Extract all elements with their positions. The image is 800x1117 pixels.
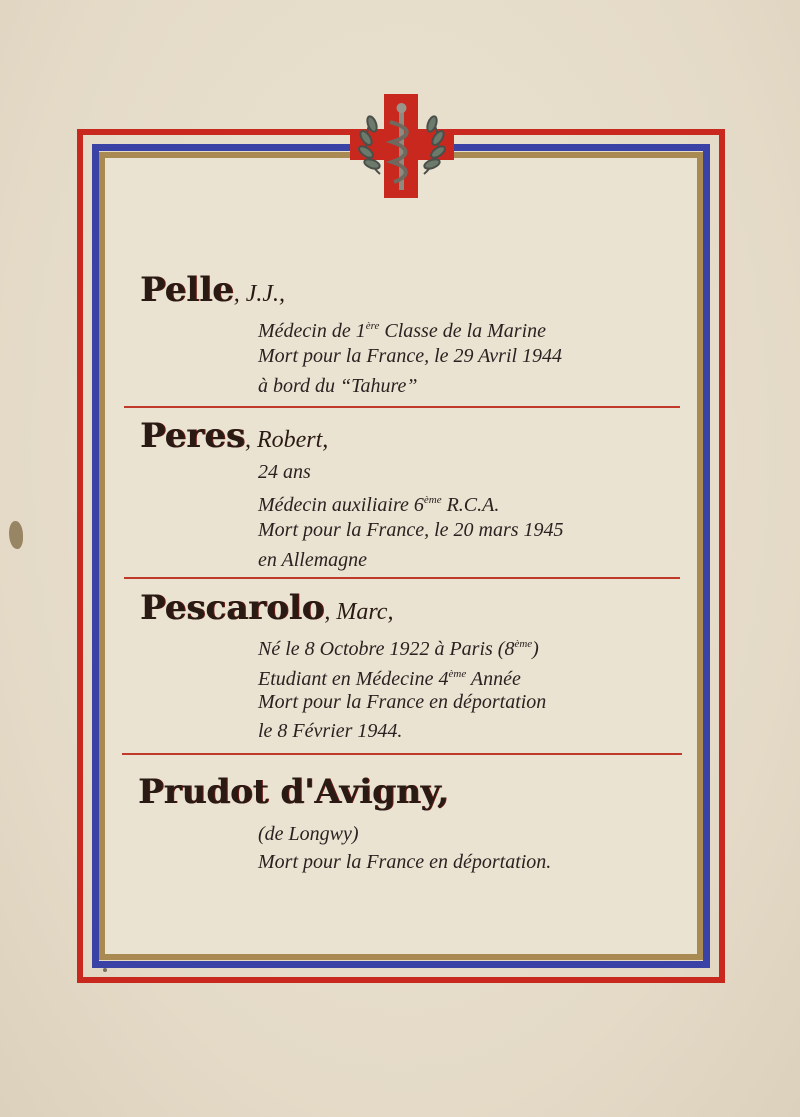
entry-given-name: , J.J., [233,281,286,307]
entry-detail-line: Médecin auxiliaire 6ème R.C.A. [258,494,500,516]
entry-given-name: , Robert, [244,427,329,453]
entry-detail-line: le 8 Février 1944. [258,720,403,742]
entry-detail-line: à bord du “Tahure” [258,375,418,397]
entry-detail-line: Etudiant en Médecine 4ème Année [258,668,521,690]
entry-detail-line: Médecin de 1ère Classe de la Marine [258,320,547,342]
entry-divider [124,577,680,579]
entry-given-name: , Marc, [324,599,394,625]
entry-divider [124,406,680,408]
paper-stain [9,521,23,549]
entry-detail-line: Mort pour la France, le 29 Avril 1944 [258,345,563,367]
entry-detail-line: Mort pour la France, le 20 mars 1945 [258,519,564,541]
entry-detail-line: Né le 8 Octobre 1922 à Paris (8ème) [258,638,539,660]
entry-surname: Pescarolo [140,588,325,628]
entry-surname: Pelle [140,270,234,310]
entry-surname: Peres [140,416,245,456]
entry-detail-line: Mort pour la France en déportation. [258,851,552,873]
entry-divider [122,753,682,755]
entry-name [140,588,393,632]
entry-surname: Prudot d'Avigny, [138,772,449,812]
entry-name [138,772,449,812]
entry-detail-line: en Allemagne [258,549,368,571]
entry-detail-line: (de Longwy) [258,823,359,845]
red-cross-caduceus-laurel-icon [350,94,454,198]
entry-name [140,270,285,314]
entry-name [140,416,328,460]
entry-detail-line: Mort pour la France en déportation [258,691,547,713]
entry-detail-line: 24 ans [258,461,311,483]
